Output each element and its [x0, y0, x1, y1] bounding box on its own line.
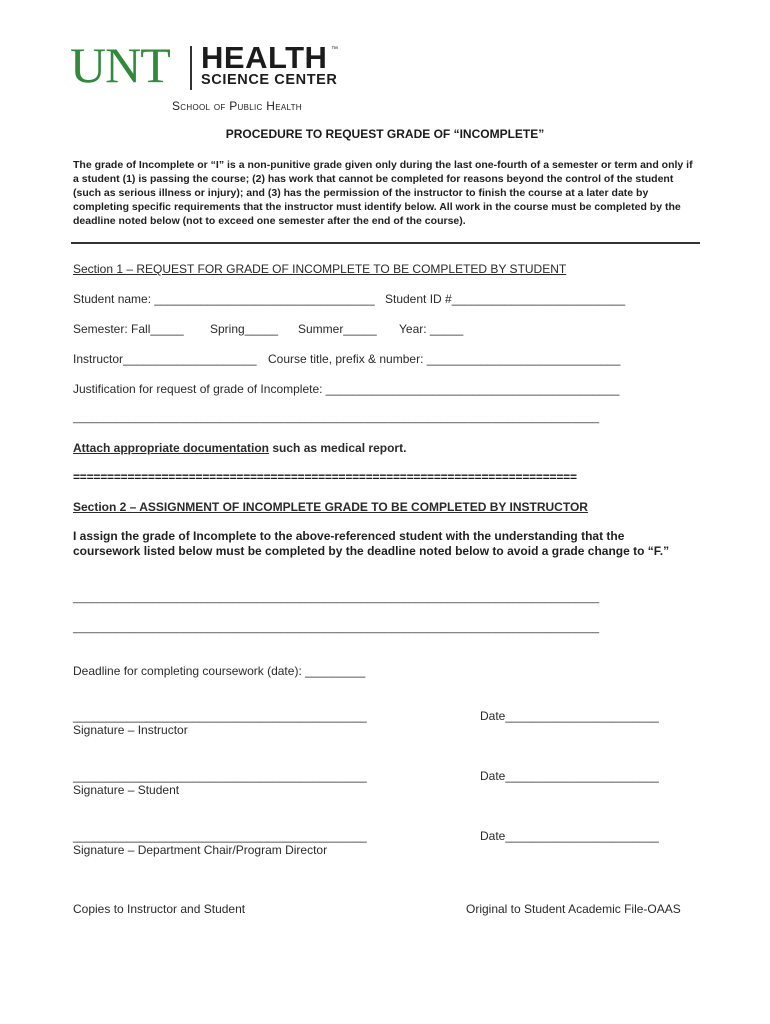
logo-trademark: ™ [331, 46, 338, 53]
course-title-field[interactable]: Course title, prefix & number: _____________________________ [268, 352, 621, 366]
coursework-line-2[interactable]: ______________________________________________________________________________________ [73, 622, 600, 634]
student-name-field[interactable]: Student name: _________________________________ [73, 292, 375, 306]
instructor-signature-label: Signature – Instructor [73, 723, 188, 737]
logo-divider [190, 46, 192, 90]
chair-signature-label: Signature – Department Chair/Program Director [73, 843, 328, 857]
instructor-signature-line[interactable]: ____________________________________________ [73, 709, 367, 723]
logo-school-of-public-health: School of Public Health [172, 99, 302, 113]
justification-line[interactable]: ______________________________________________________________________________________ [73, 412, 600, 424]
attach-documentation-underlined: Attach appropriate documentation [73, 441, 270, 455]
footer-original: Original to Student Academic File-OAAS [466, 902, 681, 916]
attach-documentation-note [73, 441, 406, 455]
footer-copies: Copies to Instructor and Student [73, 902, 246, 916]
section2-heading: Section 2 – ASSIGNMENT OF INCOMPLETE GRADE TO BE COMPLETED BY INSTRUCTOR [73, 500, 588, 514]
chair-signature-line[interactable]: ____________________________________________ [73, 829, 367, 843]
intro-paragraph: The grade of Incomplete or “I” is a non-punitive grade given only during the last one-fourth of a semester or term and only if a student (1) is passing the course; (2) has work that cannot be completed for reasons beyond the control of the student (such as serious illness or injury); and (3) has the permission of the instructor to finish the course at a later date by completing specific requirements that the instructor must identify below. All work in the course must be completed by the deadline noted below (not to exceed one semester after the end of the course). [73, 159, 693, 227]
semester-fall-field[interactable]: Semester: Fall_____ [73, 322, 184, 336]
logo-science-center: SCIENCE CENTER [201, 72, 338, 88]
attach-documentation-rest: such as medical report. [269, 441, 407, 455]
deadline-field[interactable]: Deadline for completing coursework (date): _________ [73, 664, 366, 678]
justification-field[interactable]: Justification for request of grade of Incomplete: ____________________________________________ [73, 382, 620, 396]
student-signature-label: Signature – Student [73, 783, 180, 797]
logo-unt: UNT [70, 37, 170, 93]
divider-rule [71, 242, 700, 244]
student-signature-line[interactable]: ____________________________________________ [73, 769, 367, 783]
section1-heading: Section 1 – REQUEST FOR GRADE OF INCOMPLETE TO BE COMPLETED BY STUDENT [73, 262, 567, 276]
page-title: PROCEDURE TO REQUEST GRADE OF “INCOMPLETE” [225, 127, 545, 141]
chair-date-field[interactable]: Date_______________________ [480, 829, 659, 843]
section2-paragraph: I assign the grade of Incomplete to the above-referenced student with the understanding that the coursework listed below must be completed by the deadline noted below to avoid a grade change to “F.” [73, 529, 670, 558]
instructor-date-field[interactable]: Date_______________________ [480, 709, 659, 723]
student-date-field[interactable]: Date_______________________ [480, 769, 659, 783]
logo-health: HEALTH [201, 40, 328, 75]
year-field[interactable]: Year: _____ [399, 322, 464, 336]
student-id-field[interactable]: Student ID #__________________________ [385, 292, 626, 306]
semester-spring-field[interactable]: Spring_____ [210, 322, 279, 336]
coursework-line-1[interactable]: ______________________________________________________________________________________ [73, 592, 600, 604]
instructor-field[interactable]: Instructor____________________ [73, 352, 257, 366]
semester-summer-field[interactable]: Summer_____ [298, 322, 377, 336]
section-separator: ========================================================================== [73, 470, 577, 484]
